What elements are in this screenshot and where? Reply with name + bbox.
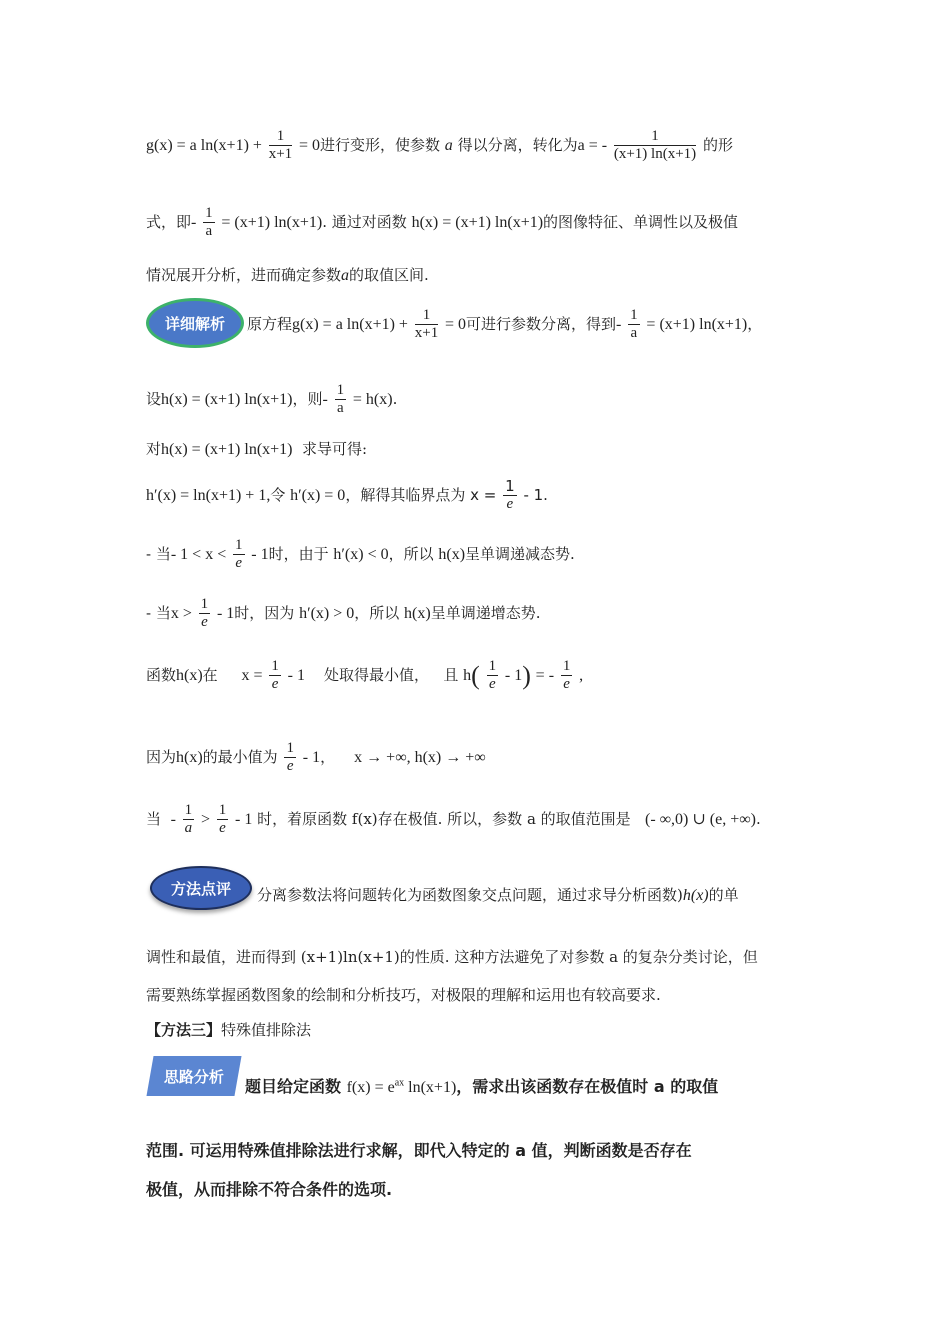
fraction: $\frac{1}{e}$ [271, 658, 279, 693]
paragraph-5: 设h(x) = (x+1) ln(x+1)，则- $\frac{1}{a}$ = h(x). [146, 382, 398, 417]
paragraph-18: 范围. 可运用特殊值排除法进行求解，即代入特定的 a 值，判断函数是否存在 [146, 1141, 692, 1160]
paragraph-3: 情况展开分析，进而确定参数a的取值区间. [146, 266, 429, 284]
fraction: $\frac{1}{e}$ [200, 596, 209, 631]
fraction: $\frac{1}{e}$ [505, 477, 515, 513]
h-definition: h(x) = (x+1) ln(x+1) [411, 213, 544, 231]
paragraph-13: 分离参数法将问题转化为函数图象交点问题，通过求导分析函数)h(x)的单 [257, 886, 739, 904]
paragraph-7: h′(x) = ln(x+1) + 1,令 h′(x) = 0，解得其临界点为 x = $\frac{1}{e}$ - 1. [146, 477, 548, 513]
range-result: (- ∞,0) ∪ (e, +∞) [644, 810, 756, 828]
paragraph-9: - 当x > $\frac{1}{e}$ - 1时，因为 h′(x) > 0，所以 h(x)呈单调递增态势. [146, 596, 541, 631]
paragraph-2: 式，即- $\frac{1}{a}$ = (x+1) ln(x+1). 通过对函数 h(x) = (x+1) ln(x+1)的图像特征、单调性以及极值 [146, 205, 739, 240]
param-a: a [444, 136, 453, 154]
detailed-analysis-badge: 详细解析 [146, 298, 244, 348]
paragraph-6: 对h(x) = (x+1) ln(x+1) 求导可得: [146, 440, 368, 458]
paragraph-8: - 当- 1 < x < $\frac{1}{e}$ - 1时，由于 h′(x) < 0，所以 h(x)呈单调递减态势. [146, 537, 575, 572]
derivative: h′(x) = ln(x+1) + 1, [146, 486, 271, 504]
paragraph-12: 当 - $\frac{1}{a}$ > $\frac{1}{e}$ - 1 时，着原函数 f(x)存在极值. 所以，参数 a 的取值范围是 (- ∞,0) ∪ (e, +∞). [146, 802, 761, 837]
fraction: $\frac{1}{(x+1) \ln(x+1)}$ [613, 128, 697, 163]
paragraph-1: g(x) = a ln(x+1) + $\frac{1}{x+1}$ = 0进行变形，使参数 a 得以分离，转化为a = - $\frac{1}{(x+1) \ln(x+1)}$ 的形 [146, 128, 733, 163]
limit-expression: x → +∞, h(x) → +∞ [354, 748, 486, 766]
paragraph-10: 函数h(x)在 x = $\frac{1}{e}$ - 1 处取得最小值， 且 h( $\frac{1}{e}$ - 1) = - $\frac{1}{e}$ , [146, 658, 584, 693]
paragraph-4: 原方程g(x) = a ln(x+1) + $\frac{1}{x+1}$ = 0可进行参数分离，得到- $\frac{1}{a}$ = (x+1) ln(x+1)， [247, 307, 763, 342]
thought-analysis-badge: 思路分析 [146, 1056, 241, 1096]
fraction: $\frac{1}{e}$ [488, 658, 497, 693]
method-three-heading: 【方法三】特殊值排除法 [146, 1021, 312, 1039]
fraction: $\frac{1}{a}$ [184, 802, 193, 837]
method-review-badge: 方法点评 [150, 866, 252, 910]
given-function: $f(x) = e^{ax}$ ln(x+1) [346, 1077, 457, 1096]
fraction: $\frac{1}{x+1}$ [268, 128, 293, 163]
fraction: $\frac{1}{e}$ [286, 740, 294, 775]
paragraph-14: 调性和最值，进而得到 (x+1)ln(x+1)的性质. 这种方法避免了对参数 a 的复杂分类讨论，但 [146, 948, 758, 966]
fraction: $\frac{1}{a}$ [205, 205, 213, 240]
fraction: $\frac{1}{e}$ [235, 537, 243, 572]
fraction: $\frac{1}{e}$ [218, 802, 227, 837]
fraction: $\frac{1}{a}$ [630, 307, 638, 342]
paragraph-15: 需要熟练掌握函数图象的绘制和分析技巧，对极限的理解和运用也有较高要求. [146, 986, 661, 1004]
fraction: $\frac{1}{a}$ [336, 382, 345, 417]
paragraph-19: 极值，从而排除不符合条件的选项. [146, 1180, 393, 1199]
g-definition: g(x) = a ln(x+1) + [146, 136, 262, 154]
paragraph-17: 题目给定函数 $f(x) = e^{ax}$ ln(x+1)，需求出该函数存在极值时 a 的取值 [245, 1077, 719, 1096]
paragraph-11: 因为h(x)的最小值为 $\frac{1}{e}$ - 1， x → +∞, h(x) → +∞ [146, 740, 486, 775]
fraction: $\frac{1}{x+1}$ [414, 307, 439, 342]
fraction: $\frac{1}{e}$ [562, 658, 571, 693]
